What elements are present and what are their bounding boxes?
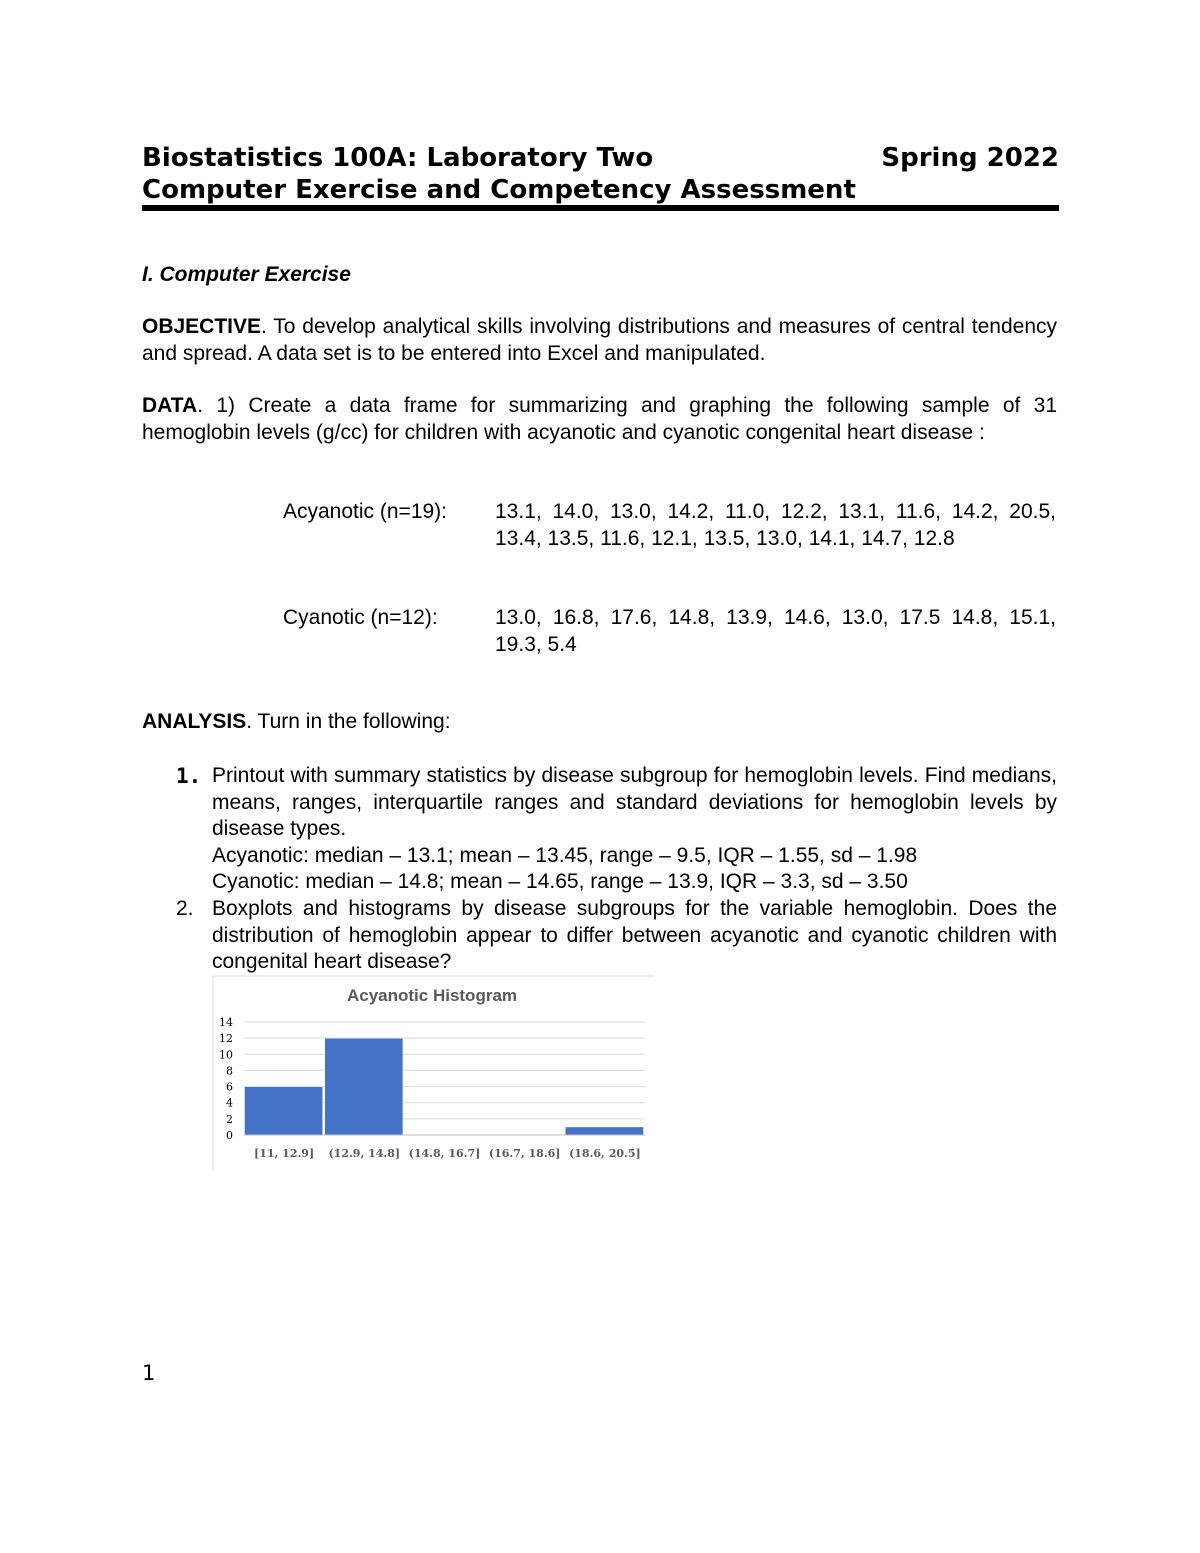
acyanotic-histogram xyxy=(212,975,654,1170)
list-item-1-text: Printout with summary statistics by disease subgroup for hemoglobin levels. Find medians, means, ranges, interquartile ranges and standard deviations for hemoglobin levels by disease types. xyxy=(212,764,1057,840)
list-item-1-acyanotic-stats: Acyanotic: median – 13.1; mean – 13.45, range – 9.5, IQR – 1.55, sd – 1.98 xyxy=(212,844,918,867)
list-number-2: 2. xyxy=(176,897,194,920)
document-title: Biostatistics 100A: Laboratory Two xyxy=(142,143,654,173)
analysis-label: ANALYSIS xyxy=(142,710,247,733)
data-label: DATA xyxy=(142,394,198,417)
cyanotic-label: Cyanotic (n=12): xyxy=(283,606,438,629)
document-term: Spring 2022 xyxy=(881,143,1059,173)
section-title: I. Computer Exercise xyxy=(142,263,351,286)
list-item-2-text: Boxplots and histograms by disease subgroups for the variable hemoglobin. Does the distribution of hemoglobin appear to differ between acyanotic and cyanotic children with congenital heart disease? xyxy=(212,897,1057,973)
y-tick-label-14: 14 xyxy=(219,1016,233,1029)
bar-1 xyxy=(325,1038,403,1135)
x-tick-label-1: (12.9, 14.8] xyxy=(328,1147,401,1160)
list-item-1-cyanotic-stats: Cyanotic: median – 14.8; mean – 14.65, range – 13.9, IQR – 3.3, sd – 3.50 xyxy=(212,870,908,893)
page-number: 1 xyxy=(142,1361,156,1385)
objective-text: . To develop analytical skills involving distributions and measures of central tendency and spread. A data set is to be entered into Excel and manipulated. xyxy=(142,315,1057,365)
chart-title: Acyanotic Histogram xyxy=(346,986,518,1005)
analysis-text: . Turn in the following: xyxy=(246,710,451,733)
y-tick-label-0: 0 xyxy=(226,1129,233,1142)
x-tick-label-2: (14.8, 16.7] xyxy=(408,1147,481,1160)
header-line-1 xyxy=(142,142,1059,174)
bar-0 xyxy=(245,1087,323,1135)
analysis-paragraph xyxy=(142,709,1057,736)
x-tick-label-4: (18.6, 20.5] xyxy=(569,1147,641,1160)
histogram-svg xyxy=(212,975,654,1170)
bar-4 xyxy=(565,1127,643,1135)
acyanotic-label: Acyanotic (n=19): xyxy=(283,500,448,523)
y-tick-label-12: 12 xyxy=(219,1032,233,1046)
objective-paragraph xyxy=(142,314,1057,367)
data-text: . 1) Create a data frame for summarizing and graphing the following sample of 31 hemoglobin levels (g/cc) for children with acyanotic and cyanotic congenital heart disease : xyxy=(142,394,1057,444)
x-tick-label-0: [11, 12.9] xyxy=(254,1147,315,1160)
y-tick-label-8: 8 xyxy=(226,1064,233,1078)
y-tick-label-6: 6 xyxy=(226,1080,233,1094)
document-subtitle: Computer Exercise and Competency Assessment xyxy=(142,175,856,205)
acyanotic-values: 13.1, 14.0, 13.0, 14.2, 11.0, 12.2, 13.1, 11.6, 14.2, 20.5, 13.4, 13.5, 11.6, 12.1, 13.5, 13.0, 14.1, 14.7, 12.8 xyxy=(495,500,1056,550)
y-tick-label-4: 4 xyxy=(226,1096,233,1110)
y-tick-label-10: 10 xyxy=(219,1048,233,1062)
cyanotic-values: 13.0, 16.8, 17.6, 14.8, 13.9, 14.6, 13.0, 17.5 14.8, 15.1, 19.3, 5.4 xyxy=(495,606,1056,656)
list-number-1: 1. xyxy=(176,764,202,788)
data-paragraph xyxy=(142,393,1057,446)
header-rule xyxy=(142,205,1059,211)
y-tick-label-2: 2 xyxy=(226,1112,233,1126)
x-tick-label-3: (16.7, 18.6] xyxy=(488,1147,561,1160)
objective-label: OBJECTIVE xyxy=(142,315,262,338)
